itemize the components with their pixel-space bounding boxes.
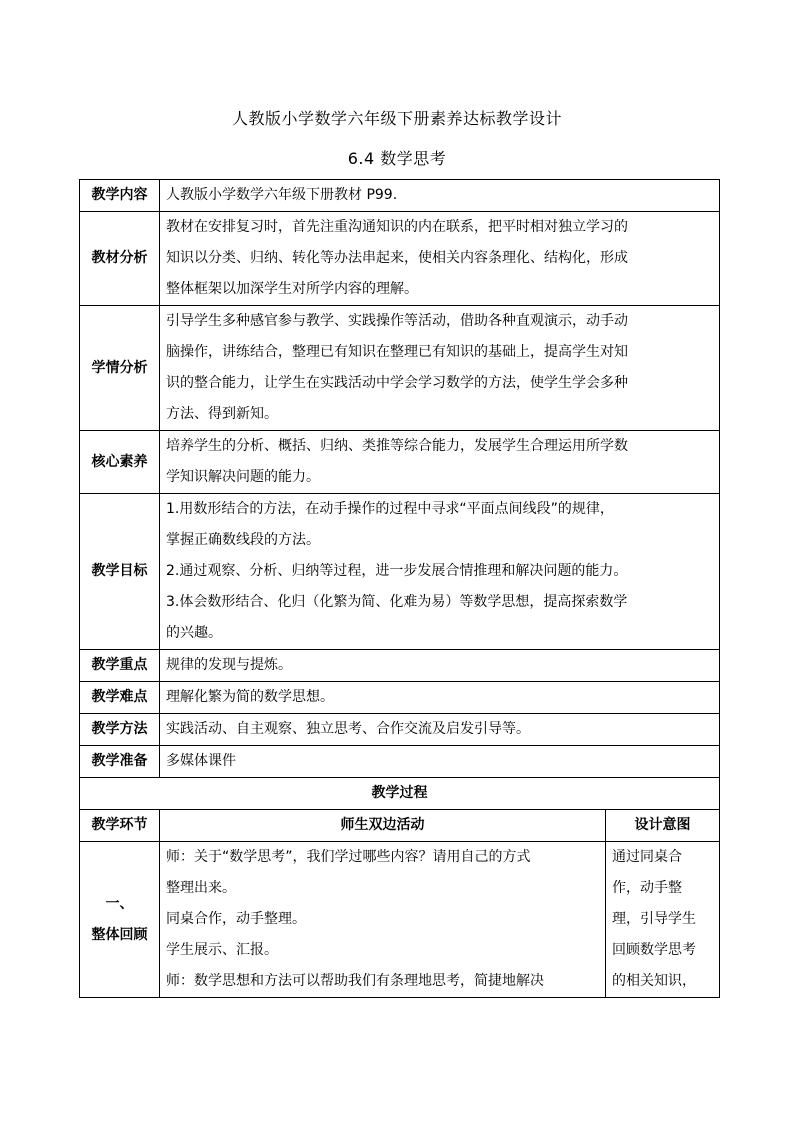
row-process-headers	[80, 810, 720, 842]
text-line: 教材在安排复习时，首先注重沟通知识的内在联系，把平时相对独立学习的	[166, 219, 628, 235]
stage-name: 整体回顾	[91, 926, 148, 943]
activity-cell	[160, 842, 606, 998]
process-title: 教学过程	[80, 778, 720, 810]
row-label: 教学目标	[80, 494, 160, 650]
intent-cell	[606, 842, 720, 998]
row-label: 教学方法	[80, 714, 160, 746]
text-line: 识的整合能力，让学生在实践活动中学会学习数学的方法，使学生学会多种	[166, 375, 628, 391]
text-line: 师：数学思想和方法可以帮助我们有条理地思考，简捷地解决	[166, 973, 544, 989]
row-key	[80, 650, 720, 682]
row-value: 实践活动、自主观察、独立思考、合作交流及启发引导等。	[160, 714, 720, 746]
row-value	[160, 431, 720, 494]
row-process-title	[80, 778, 720, 810]
row-label: 教学重点	[80, 650, 160, 682]
text-line: 引导学生多种感官参与教学、实践操作等活动，借助各种直观演示，动手动	[166, 313, 628, 329]
text-line: 学生展示、汇报。	[166, 942, 278, 958]
text-line: 整体框架以加深学生对所学内容的理解。	[166, 281, 418, 297]
row-value: 多媒体课件	[160, 746, 720, 778]
document-title: 人教版小学数学六年级下册素养达标教学设计	[231, 109, 562, 128]
stage-number: 一、	[105, 895, 134, 912]
row-step-1	[80, 842, 720, 998]
text-line: 的相关知识，	[612, 973, 696, 989]
text-line: 方法、得到新知。	[166, 406, 278, 422]
row-material	[80, 212, 720, 306]
text-line: 师：关于“数学思考”，我们学过哪些内容？请用自己的方式	[166, 849, 531, 865]
text-line: 知识以分类、归纳、转化等办法串起来，使相关内容条理化、结构化，形成	[166, 250, 628, 266]
row-goals	[80, 494, 720, 650]
text-line: 回顾数学思考	[612, 942, 696, 958]
lesson-plan-table	[79, 179, 720, 998]
row-method	[80, 714, 720, 746]
row-value: 理解化繁为简的数学思想。	[160, 682, 720, 714]
text-line: 1.用数形结合的方法，在动手操作的过程中寻求“平面点间线段”的规律，	[166, 501, 614, 517]
stage-cell	[80, 842, 160, 998]
row-label: 教材分析	[80, 212, 160, 306]
text-line: 学知识解决问题的能力。	[166, 469, 320, 485]
row-content	[80, 180, 720, 212]
text-line: 通过同桌合	[612, 849, 682, 865]
text-line: 整理出来。	[166, 880, 236, 896]
text-line: 理，引导学生	[612, 911, 696, 927]
row-value: 人教版小学数学六年级下册教材 P99.	[160, 180, 720, 212]
row-prep	[80, 746, 720, 778]
column-header-stage: 教学环节	[80, 810, 160, 842]
row-label: 教学内容	[80, 180, 160, 212]
text-line: 同桌合作，动手整理。	[166, 911, 306, 927]
column-header-activity: 师生双边活动	[160, 810, 606, 842]
text-line: 培养学生的分析、概括、归纳、类推等综合能力，发展学生合理运用所学数	[166, 438, 628, 454]
text-line: 掌握正确数线段的方法。	[166, 532, 320, 548]
row-label: 核心素养	[80, 431, 160, 494]
row-label: 学情分析	[80, 306, 160, 431]
text-line: 脑操作，讲练结合，整理已有知识在整理已有知识的基础上，提高学生对知	[166, 344, 628, 360]
text-line: 2.通过观察、分析、归纳等过程，进一步发展合情推理和解决问题的能力。	[166, 563, 628, 579]
row-literacy	[80, 431, 720, 494]
column-header-intent: 设计意图	[606, 810, 720, 842]
lesson-subtitle: 6.4 数学思考	[347, 149, 447, 168]
row-label: 教学难点	[80, 682, 160, 714]
row-difficulty	[80, 682, 720, 714]
row-value	[160, 306, 720, 431]
row-value	[160, 494, 720, 650]
text-line: 作，动手整	[612, 880, 682, 896]
row-situation	[80, 306, 720, 431]
row-value: 规律的发现与提炼。	[160, 650, 720, 682]
text-line: 3.体会数形结合、化归（化繁为简、化难为易）等数学思想，提高探索数学	[166, 594, 628, 610]
text-line: 的兴趣。	[166, 625, 222, 641]
row-value	[160, 212, 720, 306]
row-label: 教学准备	[80, 746, 160, 778]
